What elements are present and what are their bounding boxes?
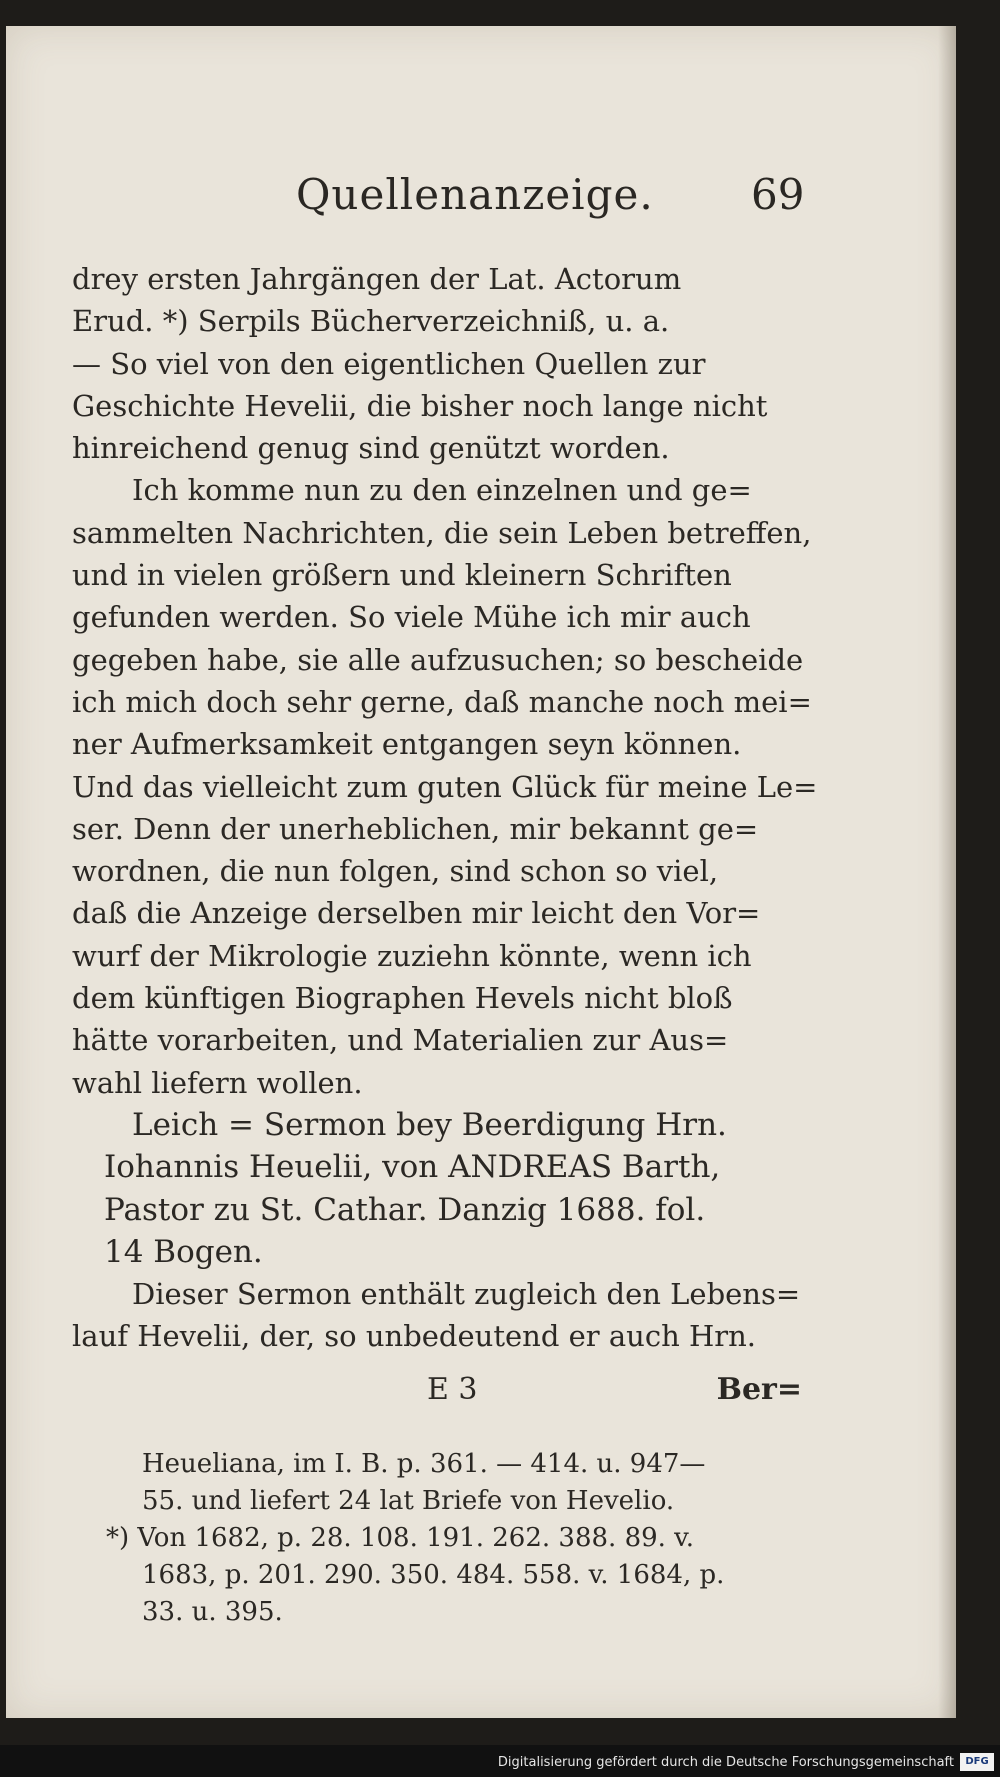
footnote-line: 1683, p. 201. 290. 350. 484. 558. v. 1684, p. xyxy=(142,1560,725,1590)
dfg-logo-icon: DFG xyxy=(960,1753,994,1771)
text-line: gegeben habe, sie alle aufzusuchen; so bescheide xyxy=(72,642,804,677)
text-line: lauf Hevelii, der, so unbedeutend er auch Hrn. xyxy=(72,1319,757,1354)
footnote-line: 55. und liefert 24 lat Briefe von Hevelio. xyxy=(142,1486,675,1516)
text-line: wordnen, die nun folgen, sind schon so viel, xyxy=(72,854,719,889)
text-line: Geschichte Hevelii, die bisher noch lange nicht xyxy=(72,388,768,423)
signature-mark: E 3 xyxy=(427,1372,478,1407)
text-line: ner Aufmerksamkeit entgangen seyn können. xyxy=(72,727,742,762)
text-line: hätte vorarbeiten, und Materialien zur Aus= xyxy=(72,1023,729,1058)
text-line: — So viel von den eigentlichen Quellen zur xyxy=(72,346,706,381)
book-page xyxy=(6,26,956,1718)
text-line: wahl liefern wollen. xyxy=(72,1065,363,1100)
bibliography-entry-line: Leich = Sermon bey Beerdigung Hrn. xyxy=(132,1106,727,1143)
footnotes xyxy=(106,1446,806,1631)
catchline xyxy=(72,1372,802,1414)
page-header xyxy=(6,166,956,226)
text-line: Dieser Sermon enthält zugleich den Lebens= xyxy=(132,1277,801,1312)
catchword: Ber= xyxy=(716,1372,802,1407)
text-line: ich mich doch sehr gerne, daß manche noch mei= xyxy=(72,684,812,719)
text-line: daß die Anzeige derselben mir leicht den Vor= xyxy=(72,896,761,931)
text-line: drey ersten Jahrgängen der Lat. Actorum xyxy=(72,262,682,296)
text-line: dem künftigen Biographen Hevels nicht bloß xyxy=(72,981,733,1016)
running-title: Quellenanzeige. xyxy=(296,170,654,219)
text-line: gefunden werden. So viele Mühe ich mir auch xyxy=(72,600,751,635)
text-line: sammelten Nachrichten, die sein Leben betreffen, xyxy=(72,515,812,550)
footnote-line: *) Von 1682, p. 28. 108. 191. 262. 388. 89. v. xyxy=(106,1523,695,1553)
bibliography-entry-line: Pastor zu St. Cathar. Danzig 1688. fol. xyxy=(104,1191,706,1228)
footnote-line: Heueliana, im I. B. p. 361. — 414. u. 947— xyxy=(142,1449,706,1479)
funding-credit: Digitalisierung gefördert durch die Deutsche Forschungsgemeinschaft xyxy=(497,1755,954,1770)
text-line: Erud. *) Serpils Bücherverzeichniß, u. a. xyxy=(72,304,670,339)
text-line: Und das vielleicht zum guten Glück für meine Le= xyxy=(72,769,818,804)
bibliography-entry-line: Iohannis Heuelii, von ANDREAS Barth, xyxy=(104,1149,721,1186)
body-text xyxy=(72,258,818,1358)
bibliography-entry-line: 14 Bogen. xyxy=(104,1233,263,1270)
page-number: 69 xyxy=(751,170,805,219)
footer-bar xyxy=(0,1745,1000,1777)
footnote-line: 33. u. 395. xyxy=(142,1597,283,1627)
text-line: wurf der Mikrologie zuziehn könnte, wenn ich xyxy=(72,938,752,973)
text-line: und in vielen größern und kleinern Schriften xyxy=(72,558,732,593)
text-line: ser. Denn der unerheblichen, mir bekannt ge= xyxy=(72,811,759,846)
text-line: Ich komme nun zu den einzelnen und ge= xyxy=(132,473,752,508)
text-line: hinreichend genug sind genützt worden. xyxy=(72,431,670,466)
